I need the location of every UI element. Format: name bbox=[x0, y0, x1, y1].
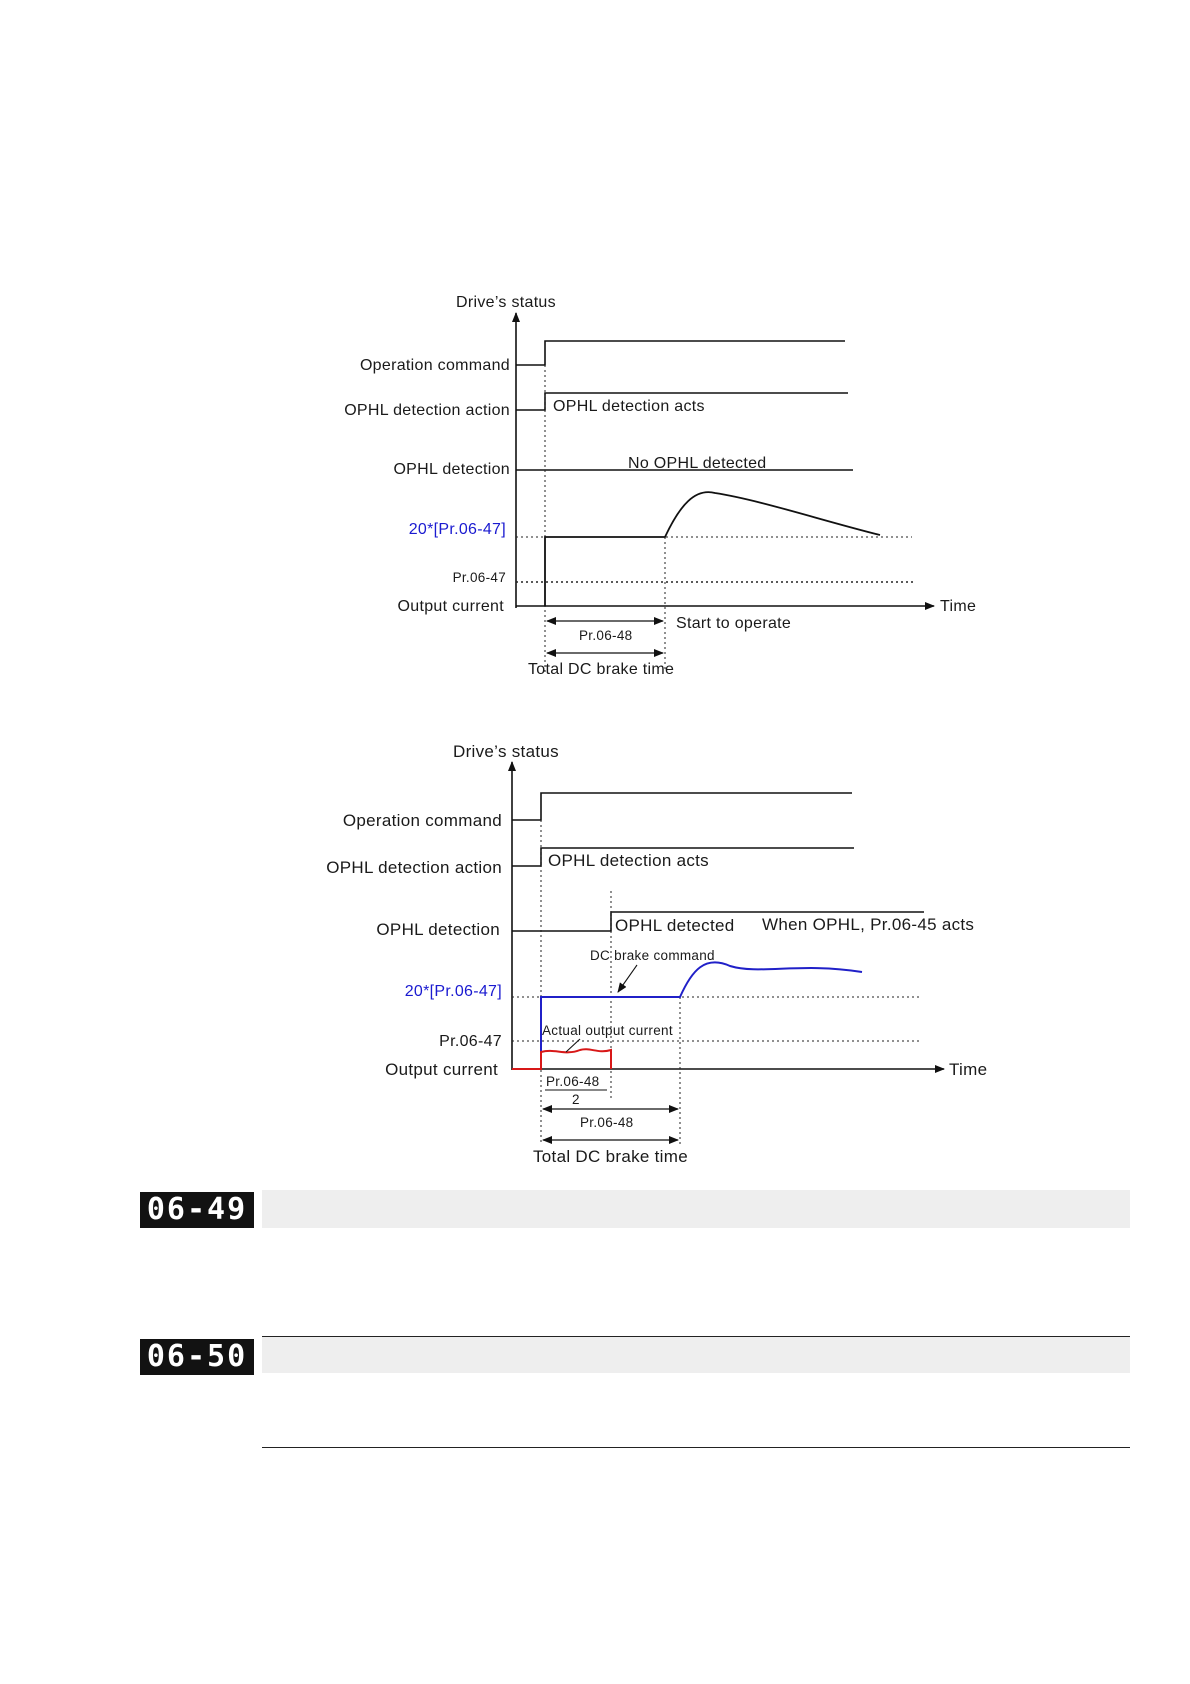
d1-ophl-action-label: OPHL detection action bbox=[344, 402, 510, 419]
d1-start-label: Start to operate bbox=[676, 615, 792, 632]
d2-operation-command-label: Operation command bbox=[342, 811, 502, 830]
d2-acts-label: OPHL detection acts bbox=[548, 851, 709, 870]
d1-operation-command-label: Operation command bbox=[359, 357, 510, 374]
d1-ophl-detection-label: OPHL detection bbox=[393, 461, 510, 478]
d1-output-current-label: Output current bbox=[397, 598, 504, 615]
d1-title: Drive’s status bbox=[456, 294, 556, 311]
section-divider-bottom bbox=[262, 1447, 1130, 1448]
d2-detected-label: OPHL detected bbox=[615, 916, 735, 935]
param-header-bar-06-49 bbox=[262, 1190, 1130, 1228]
timing-diagram-ophl-detected bbox=[0, 700, 1190, 1180]
d2-pr0648-label: Pr.06-48 bbox=[580, 1115, 634, 1130]
timing-diagram-no-ophl bbox=[0, 0, 1190, 700]
d2-time-label: Time bbox=[949, 1060, 988, 1079]
param-header-bar-06-50 bbox=[262, 1337, 1130, 1373]
d1-time-label: Time bbox=[940, 598, 977, 615]
d2-half-numerator: Pr.06-48 bbox=[546, 1074, 600, 1089]
d2-actual-output-current-curve bbox=[512, 1049, 611, 1069]
d1-pr0648-label: Pr.06-48 bbox=[579, 628, 633, 643]
d1-level-pr-label: Pr.06-47 bbox=[452, 570, 506, 585]
d2-ophl-action-label: OPHL detection action bbox=[326, 858, 502, 877]
d1-no-ophl-label: No OPHL detected bbox=[628, 455, 767, 472]
d1-total-label: Total DC brake time bbox=[528, 661, 675, 678]
d2-operation-command-signal bbox=[512, 793, 852, 820]
d2-dc-brake-command-curve bbox=[541, 962, 862, 1069]
d1-level-20x-label: 20*[Pr.06-47] bbox=[408, 521, 506, 538]
d2-actual-label: Actual output current bbox=[542, 1023, 673, 1038]
d2-dc-cmd-pointer bbox=[618, 965, 637, 992]
d1-output-current-curve bbox=[545, 492, 880, 606]
d1-acts-label: OPHL detection acts bbox=[553, 398, 705, 415]
d2-total-label: Total DC brake time bbox=[533, 1147, 688, 1166]
d2-level-20x-label: 20*[Pr.06-47] bbox=[404, 983, 502, 1000]
d2-output-current-label: Output current bbox=[385, 1060, 498, 1079]
d2-title: Drive’s status bbox=[453, 742, 559, 761]
d2-ophl-detection-label: OPHL detection bbox=[376, 920, 500, 939]
param-code-06-50: 06-50 bbox=[140, 1339, 254, 1375]
d1-operation-command-signal bbox=[516, 341, 845, 365]
d2-when-label: When OPHL, Pr.06-45 acts bbox=[762, 915, 975, 934]
d2-half-denominator: 2 bbox=[572, 1092, 580, 1107]
param-code-06-49: 06-49 bbox=[140, 1192, 254, 1228]
d2-dc-cmd-label: DC brake command bbox=[590, 948, 715, 963]
d2-level-pr-label: Pr.06-47 bbox=[439, 1033, 502, 1050]
